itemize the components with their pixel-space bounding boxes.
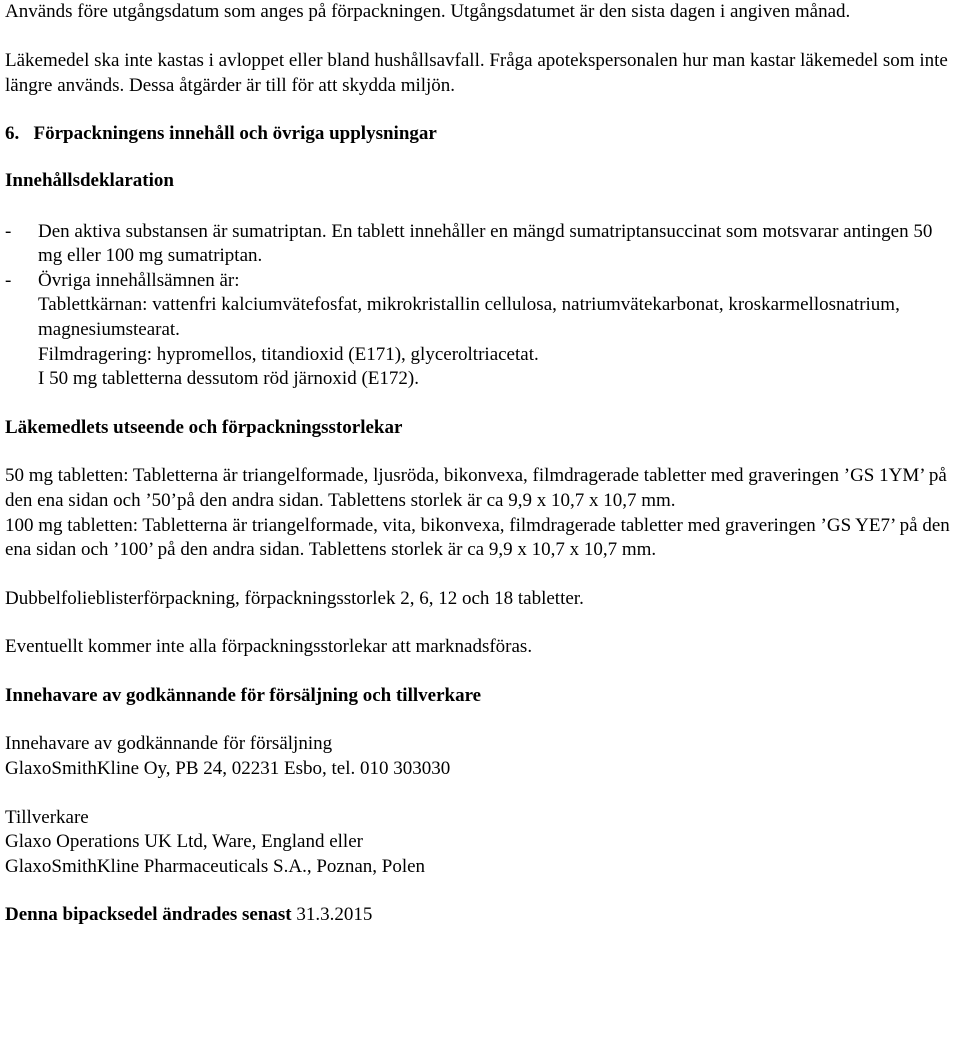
packaging-text: Dubbelfolieblisterförpackning, förpackningsstorlek 2, 6, 12 och 18 tabletter. (5, 587, 584, 609)
ingredient-list-item (5, 269, 950, 392)
leaflet-page (5, 0, 950, 928)
ingredient-list-item (5, 220, 950, 269)
manufacturer-2: GlaxoSmithKline Pharmaceuticals S.A., Poznan, Polen (5, 855, 426, 877)
tablet-core-text: Tablettkärnan: vattenfri kalciumvätefosfat, mikrokristallin cellulosa, natriumvätekarbonat, kroskarmellosnatrium, magnesiumstearat. (38, 294, 900, 340)
revision-label: Denna bipacksedel ändrades senast (5, 904, 292, 926)
film-coating-text: Filmdragering: hypromellos, titandioxid (E171), glyceroltriacetat. (38, 343, 539, 365)
marketing-note: Eventuellt kommer inte alla förpackningsstorlekar att marknadsföras. (5, 636, 533, 658)
manufacturer-label: Tillverkare (5, 806, 89, 828)
disposal-paragraph: Läkemedel ska inte kastas i avloppet eller bland hushållsavfall. Fråga apotekspersonalen hur man kastar läkemedel som inte längre används. Dessa åtgärder är till för att skydda miljön. (5, 50, 948, 96)
revision-line (5, 903, 950, 928)
mah-value: GlaxoSmithKline Oy, PB 24, 02231 Esbo, tel. 010 303030 (5, 758, 451, 780)
declaration-heading: Innehållsdeklaration (5, 169, 174, 191)
other-ingredients-block (38, 269, 950, 392)
section-6-heading: 6. Förpackningens innehåll och övriga upplysningar (5, 123, 437, 145)
list-dash: - (5, 269, 12, 291)
iron-oxide-text: I 50 mg tabletterna dessutom röd järnoxid (E172). (38, 368, 419, 390)
list-dash: - (5, 220, 12, 242)
expiry-paragraph: Används före utgångsdatum som anges på förpackningen. Utgångsdatumet är den sista dagen i angiven månad. (5, 1, 851, 22)
manufacturer-1: Glaxo Operations UK Ltd, Ware, England eller (5, 831, 363, 853)
tablet-100-description: 100 mg tabletten: Tabletterna är triangelformade, vita, bikonvexa, filmdragerade tabletter med graveringen ’GS YE7’ på den ena sidan och ’100’ på den andra sidan. Tablettens storlek är ca 9,9 x 10,7 x 10,7 mm. (5, 514, 950, 561)
revision-date: 31.3.2015 (296, 904, 373, 926)
active-substance-text: Den aktiva substansen är sumatriptan. En tablett innehåller en mängd sumatriptansuccinat som motsvarar antingen 50 mg eller 100 mg sumatriptan. (38, 220, 933, 267)
appearance-heading: Läkemedlets utseende och förpackningsstorlekar (5, 416, 403, 438)
other-ingredients-title: Övriga innehållsämnen är: (38, 269, 240, 291)
holder-heading: Innehavare av godkännande för försäljning och tillverkare (5, 684, 482, 706)
mah-label: Innehavare av godkännande för försäljning (5, 733, 333, 755)
tablet-50-description: 50 mg tabletten: Tabletterna är triangelformade, ljusröda, bikonvexa, filmdragerade tabletter med graveringen ’GS 1YM’ på den ena sidan och ’50’på den andra sidan. Tablettens storlek är ca 9,9 x 10,7 x 10,7 mm. (5, 465, 947, 511)
